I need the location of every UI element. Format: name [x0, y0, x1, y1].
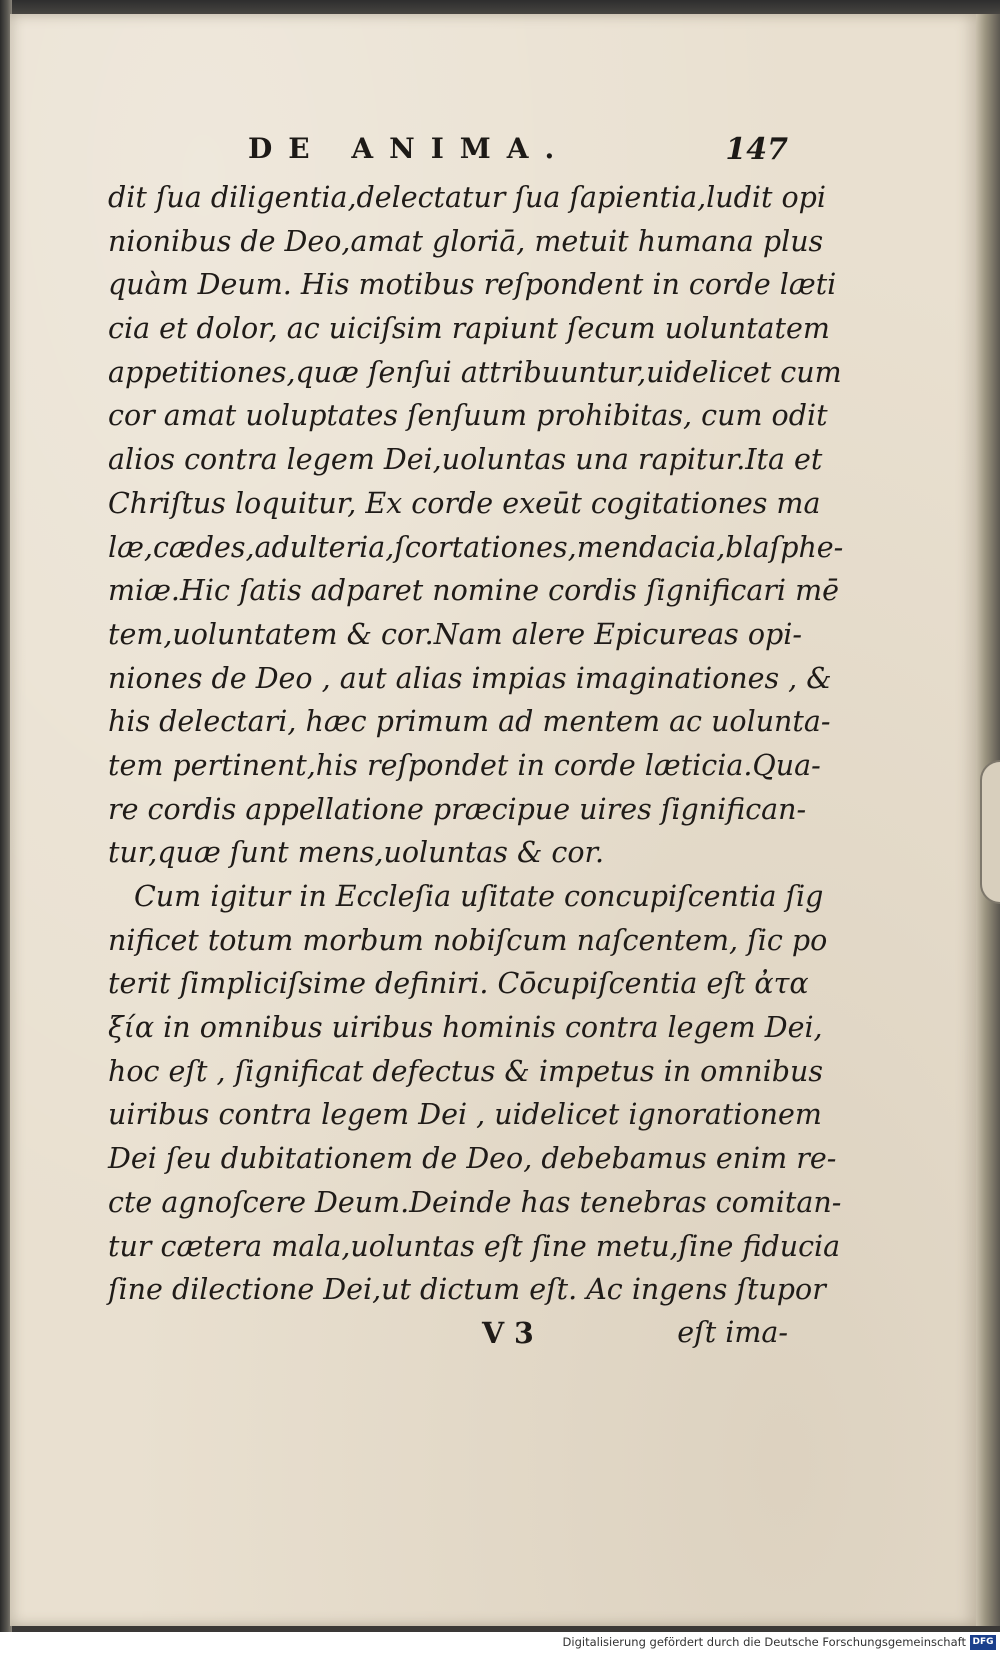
text-line: cte agnoſcere Deum.Deinde has tenebras comitan-: [108, 1185, 842, 1219]
page-number: 147: [725, 132, 788, 167]
text-line: tem pertinent,his reſpondet in corde læticia.Qua-: [108, 748, 821, 782]
text-line: quàm Deum. His motibus reſpondent in corde læti: [108, 268, 837, 302]
funding-credit: Digitalisierung gefördert durch die Deutsche Forschungsgemeinschaft: [562, 1635, 966, 1649]
text-line: nionibus de Deo,amat gloriā, metuit humana plus: [108, 224, 824, 258]
running-head: [248, 132, 788, 172]
text-line: appetitiones,quæ ſenſui attribuuntur,uidelicet cum: [108, 355, 842, 389]
digitization-footer: [0, 1632, 1000, 1654]
running-head-title: DE ANIMA.: [248, 132, 571, 165]
text-line: miæ.Hic ſatis adparet nomine cordis ſignificari mē: [108, 574, 839, 608]
paragraph-start-line: Cum igitur in Eccleſia uſitate concupiſcentia ſig: [134, 880, 824, 913]
text-line: hoc eſt , ſignificat defectus & impetus in omnibus: [108, 1054, 823, 1088]
text-line: Chriſtus loquitur, Ex corde exeūt cogitationes ma: [108, 486, 821, 520]
text-line: uiribus contra legem Dei , uidelicet ignorationem: [108, 1098, 822, 1132]
text-line: dit ſua diligentia,delectatur ſua ſapientia,ludit opi: [108, 181, 827, 214]
text-line: tur,quæ ſunt mens,uoluntas & cor.: [108, 836, 605, 870]
text-line: ſine dilectione Dei,ut dictum eſt. Ac ingens ſtupor: [108, 1273, 826, 1307]
text-line: alios contra legem Dei,uoluntas una rapitur.Ita et: [108, 443, 823, 477]
text-line: cia et dolor, ac uiciſsim rapiunt ſecum uoluntatem: [108, 312, 830, 346]
text-line: nificet totum morbum nobiſcum naſcentem, ſic po: [108, 923, 828, 957]
text-line: re cordis appellatione præcipue uires ſignifican-: [108, 792, 807, 826]
text-line: tem,uoluntatem & cor.Nam alere Epicureas opi-: [108, 617, 803, 651]
text-line: niones de Deo , aut alias impias imaginationes , &: [108, 661, 832, 695]
text-line: terit ſimpliciſsime definiri. Cōcupiſcentia eſt ἀτα: [108, 967, 809, 1001]
text-line: tur cætera mala,uoluntas eſt ſine metu,ſine fiducia: [108, 1229, 841, 1263]
signature-line: [482, 1316, 788, 1360]
body-text: [108, 176, 844, 1312]
catchword: eſt ima-: [677, 1316, 788, 1349]
text-line: his delectari, hæc primum ad mentem ac uolunta-: [108, 705, 831, 739]
signature-mark: V 3: [482, 1316, 534, 1350]
page-tab-marker: [980, 760, 1000, 904]
text-line: cor amat uoluptates ſenſuum prohibitas, cum odit: [108, 399, 828, 433]
text-line: ξία in omnibus uiribus hominis contra legem Dei,: [108, 1011, 823, 1045]
text-line: Dei ſeu dubitationem de Deo, debebamus enim re-: [108, 1142, 837, 1176]
dfg-logo-icon: DFG: [970, 1635, 996, 1650]
text-line: læ,cædes,adulteria,ſcortationes,mendacia,blaſphe-: [108, 530, 844, 564]
